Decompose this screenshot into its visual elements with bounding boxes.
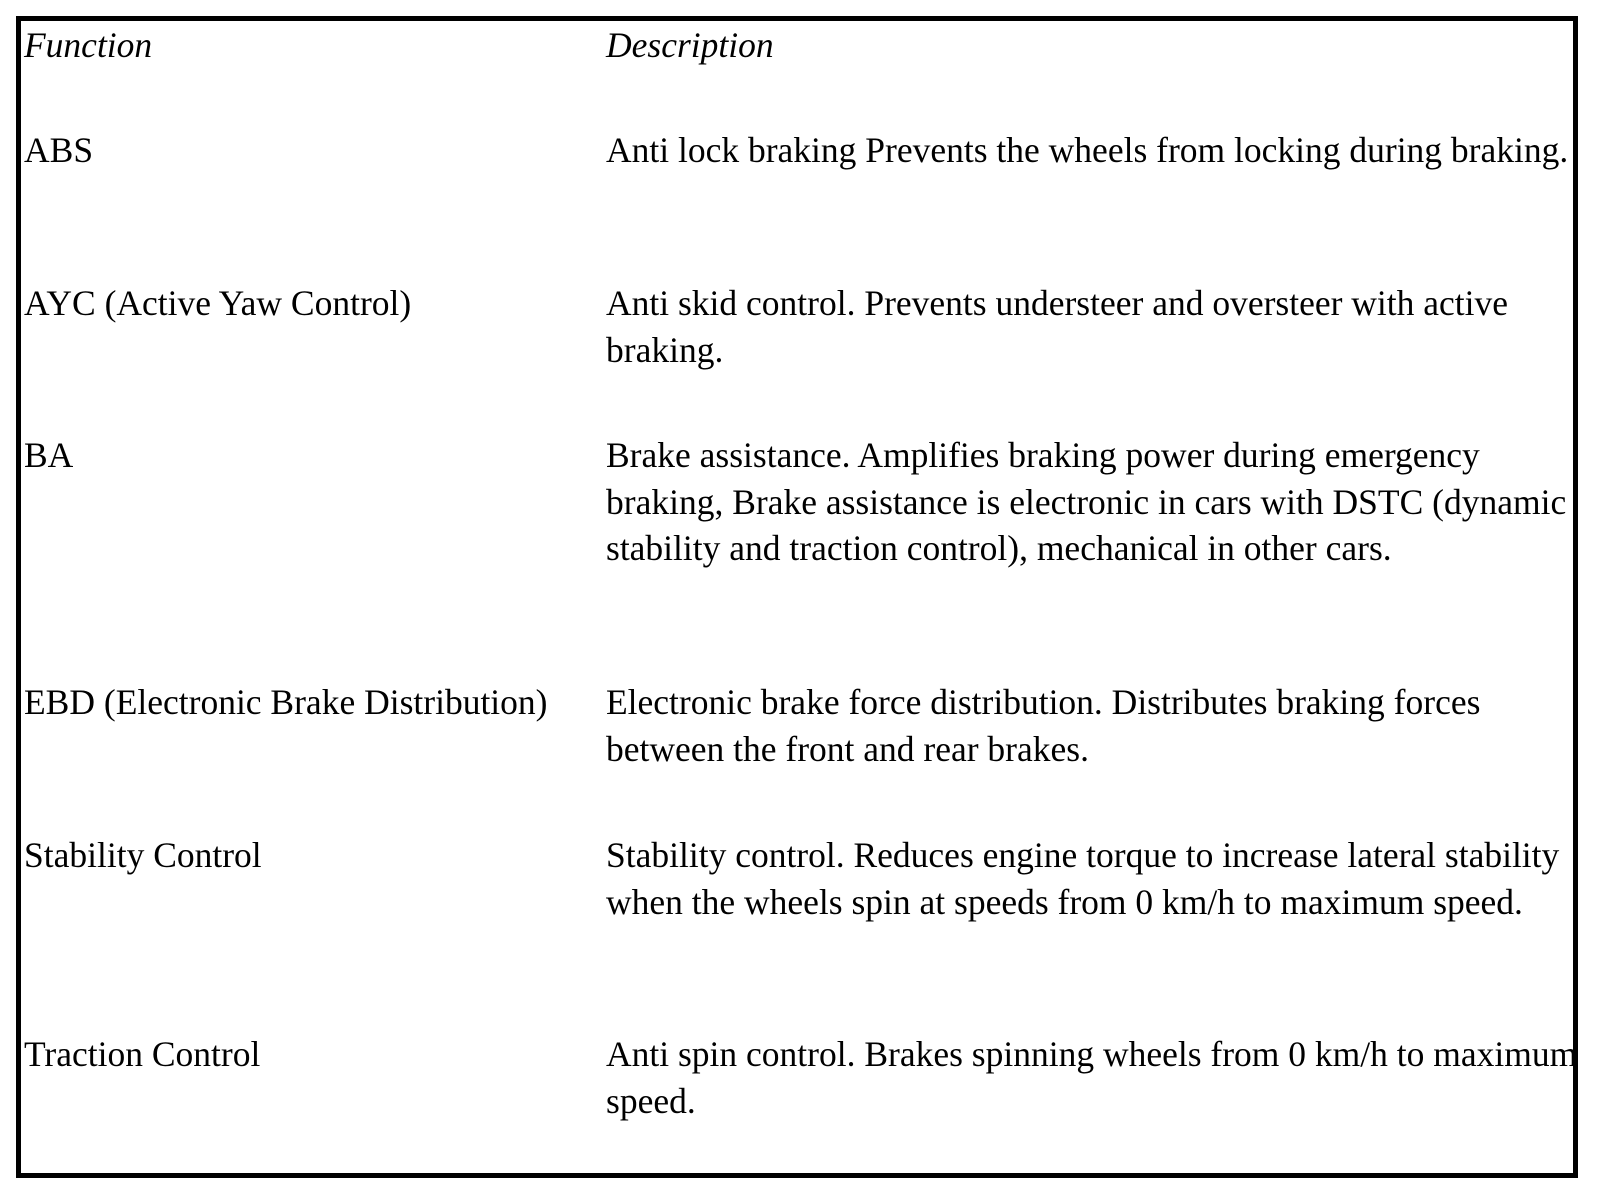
header-description: Description xyxy=(606,25,774,65)
row-description-abs: Anti lock braking Prevents the wheels from locking during braking. xyxy=(606,130,1569,170)
row-function-ba: BA xyxy=(24,435,74,475)
row-description-stability-control: Stability control. Reduces engine torque to increase lateral stability when the wheels spin at speeds from 0 km/h to maximum speed. xyxy=(606,835,1560,922)
row-description-ayc: Anti skid control. Prevents understeer and oversteer with active braking. xyxy=(606,283,1509,370)
row-description-traction-control: Anti spin control. Brakes spinning wheels from 0 km/h to maximum speed. xyxy=(606,1034,1578,1121)
row-function-abs: ABS xyxy=(24,130,94,170)
row-function-ayc: AYC (Active Yaw Control) xyxy=(24,283,412,323)
table-border xyxy=(16,16,1578,1178)
row-description-ebd: Electronic brake force distribution. Distributes braking forces between the front and rear brakes. xyxy=(606,682,1481,769)
row-description-ba: Brake assistance. Amplifies braking power during emergency braking, Brake assistance is electronic in cars with DSTC (dynamic stability and traction control), mechanical in other cars. xyxy=(606,435,1567,568)
row-function-ebd: EBD (Electronic Brake Distribution) xyxy=(24,682,548,722)
header-function: Function xyxy=(24,25,153,65)
row-function-traction-control: Traction Control xyxy=(24,1034,261,1074)
row-function-stability-control: Stability Control xyxy=(24,835,262,875)
